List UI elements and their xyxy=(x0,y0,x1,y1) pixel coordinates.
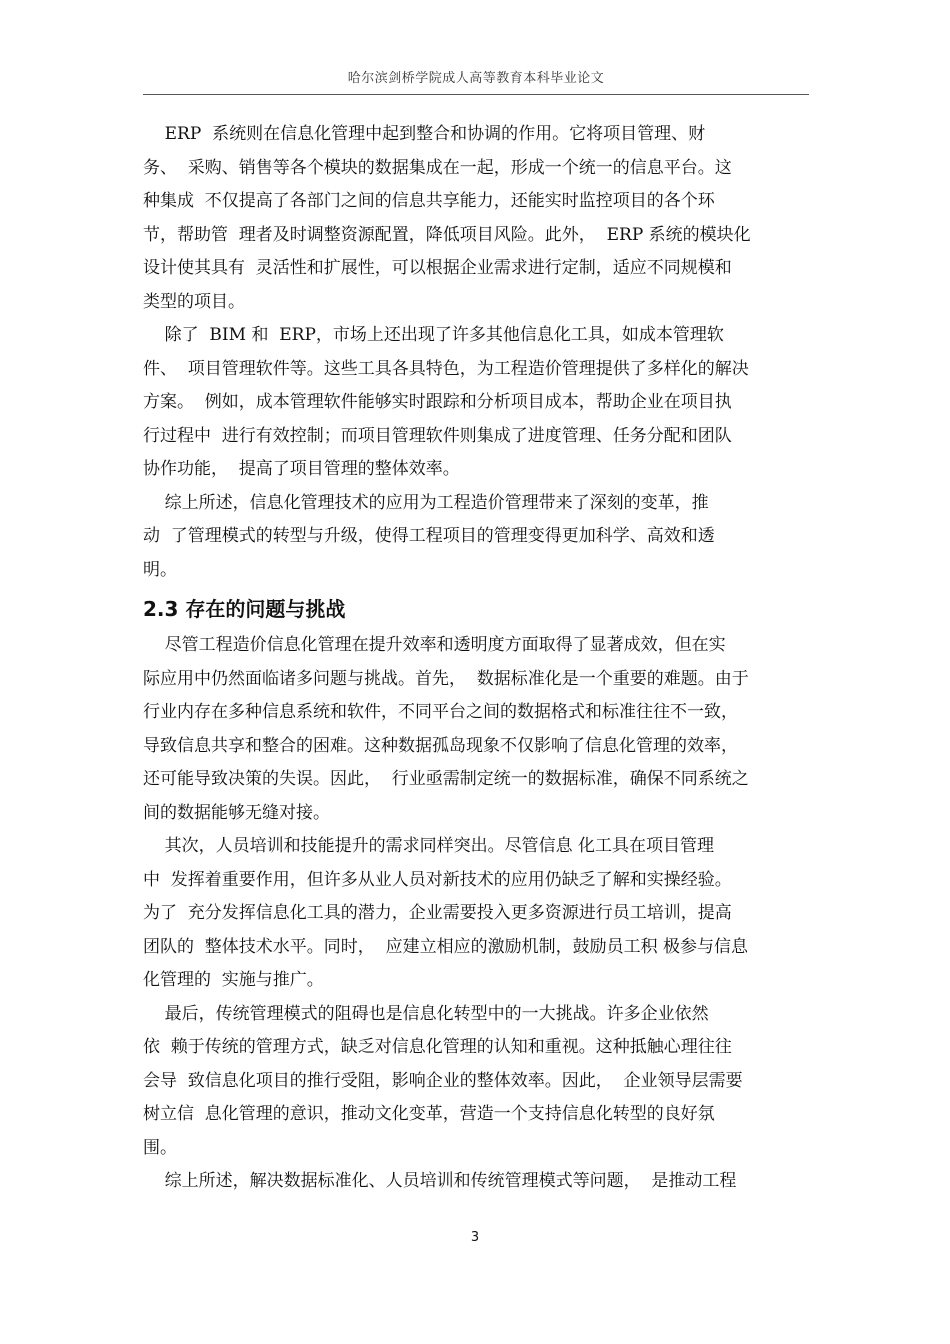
text-line: 动 了管理模式的转型与升级，使得工程项目的管理变得更加科学、高效和透 xyxy=(143,526,715,546)
text-line: 际应用中仍然面临诸多问题与挑战。首先， 数据标准化是一个重要的难题。由于 xyxy=(143,668,749,689)
text-line: 树立信 息化管理的意识，推动文化变革，营造一个支持信息化转型的良好氛 xyxy=(143,1104,715,1124)
paragraph-training xyxy=(143,830,810,998)
text-line: 设计使其具有 灵活性和扩展性，可以根据企业需求进行定制，适应不同规模和 xyxy=(143,258,732,278)
text-line: 为了 充分发挥信息化工具的潜力，企业需要投入更多资源进行员工培训，提高 xyxy=(143,903,732,923)
text-line: 团队的 整体技术水平。同时， 应建立相应的激励机制，鼓励员工积 极参与信息 xyxy=(143,936,749,957)
text-line: 行业内存在多种信息系统和软件，不同平台之间的数据格式和标准往往不一致， xyxy=(143,702,738,722)
text-line: 除了 BIM 和 ERP，市场上还出现了许多其他信息化工具，如成本管理软 xyxy=(143,325,724,345)
text-line: 明。 xyxy=(143,559,177,580)
text-line: 协作功能， 提高了项目管理的整体效率。 xyxy=(143,459,460,479)
text-line: 间的数据能够无缝对接。 xyxy=(143,802,330,823)
text-line: 种集成 不仅提高了各部门之间的信息共享能力，还能实时监控项目的各个环 xyxy=(143,191,715,211)
text-line: 综上所述，解决数据标准化、人员培训和传统管理模式等问题， 是推动工程 xyxy=(143,1171,737,1191)
text-line: 化管理的 实施与推广。 xyxy=(143,970,324,990)
text-line: 还可能导致决策的失误。因此， 行业亟需制定统一的数据标准，确保不同系统之 xyxy=(143,769,749,789)
text-line: 最后，传统管理模式的阻碍也是信息化转型中的一大挑战。许多企业依然 xyxy=(143,1003,709,1024)
text-line: 综上所述，信息化管理技术的应用为工程造价管理带来了深刻的变革，推 xyxy=(143,492,709,513)
page-header: 哈尔滨剑桥学院成人高等教育本科毕业论文 xyxy=(143,67,809,95)
paragraph-traditional-mode xyxy=(143,998,810,1166)
paragraph-summary xyxy=(143,487,810,588)
text-line: ERP 系统则在信息化管理中起到整合和协调的作用。它将项目管理、财 xyxy=(143,124,706,144)
text-line: 行过程中 进行有效控制；而项目管理软件则集成了进度管理、任务分配和团队 xyxy=(143,425,732,446)
text-line: 件、 项目管理软件等。这些工具各具特色，为工程造价管理提供了多样化的解决 xyxy=(143,358,749,379)
paragraph-data-standard xyxy=(143,629,810,830)
text-line: 方案。 例如，成本管理软件能够实时跟踪和分析项目成本，帮助企业在项目执 xyxy=(143,392,732,412)
paragraph-erp xyxy=(143,118,810,319)
text-line: 类型的项目。 xyxy=(143,291,245,312)
document-body xyxy=(143,118,810,1199)
text-line: 务、 采购、销售等各个模块的数据集成在一起，形成一个统一的信息平台。这 xyxy=(143,157,732,178)
paragraph-conclusion xyxy=(143,1165,810,1199)
text-line: 尽管工程造价信息化管理在提升效率和透明度方面取得了显著成效，但在实 xyxy=(143,635,726,655)
paragraph-other-tools xyxy=(143,319,810,487)
text-line: 会导 致信息化项目的推行受阻，影响企业的整体效率。因此， 企业领导层需要 xyxy=(143,1070,743,1091)
page-number: 3 xyxy=(470,1230,480,1245)
text-line: 其次，人员培训和技能提升的需求同样突出。尽管信息 化工具在项目管理 xyxy=(143,836,715,856)
text-line: 围。 xyxy=(143,1137,177,1158)
section-heading: 2.3 存在的问题与挑战 xyxy=(143,597,346,621)
text-line: 中 发挥着重要作用，但许多从业人员对新技术的应用仍缺乏了解和实操经验。 xyxy=(143,869,732,890)
text-line: 导致信息共享和整合的困难。这种数据孤岛现象不仅影响了信息化管理的效率， xyxy=(143,735,738,756)
text-line: 依 赖于传统的管理方式，缺乏对信息化管理的认知和重视。这种抵触心理往往 xyxy=(143,1037,732,1057)
text-line: 节，帮助管 理者及时调整资源配置，降低项目风险。此外， ERP 系统的模块化 xyxy=(143,224,751,245)
